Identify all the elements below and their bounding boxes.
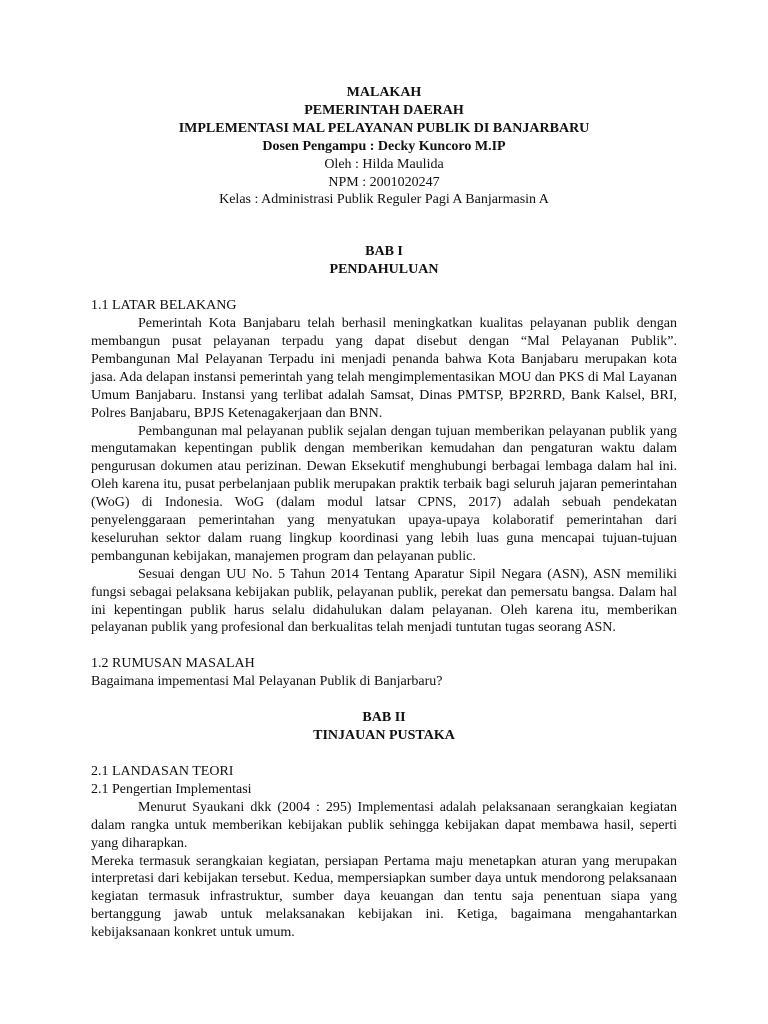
chapter-2-name: TINJAUAN PUSTAKA — [313, 728, 455, 744]
section-1-2-title: 1.2 RUMUSAN MASALAH — [91, 656, 255, 672]
subsection-2-1-title: 2.1 Pengertian Implementasi — [91, 781, 252, 797]
document-type: MALAKAH — [346, 85, 422, 100]
chapter-2-heading — [91, 709, 677, 745]
section-2-1-title: 2.1 LANDASAN TEORI — [91, 764, 234, 779]
document-title: IMPLEMENTASI MAL PELAYANAN PUBLIK DI BANJARBARU — [178, 120, 590, 136]
chapter-1-name: PENDAHULUAN — [329, 262, 439, 278]
section-1-1-title: 1.1 LATAR BELAKANG — [91, 298, 237, 314]
class-line: Kelas : Administrasi Publik Reguler Pagi A Banjarmasin A — [219, 192, 549, 208]
chapter-1-number: BAB I — [365, 244, 403, 260]
author-line: Oleh : Hilda Maulida — [324, 156, 444, 172]
paragraph-1-1-b: Pembangunan mal pelayanan publik sejalan dengan tujuan memberikan pelayanan publik yang mengutamakan kepentingan publik dengan memberikan kemudahan dan pengaturan waktu dalam pengurusan dokumen atau perizinan. Dewan Eksekutif menghubungi berbagai lembaga dalam hal ini. Oleh karena itu, pusat perbelanjaan publik merupakan praktik terbaik bagi seluruh jajaran pemerintahan (WoG) di Indonesia. WoG (dalam modul latsar CPNS, 2017) adalah sebuah pendekatan penyelenggaraan pemerintahan yang menyatukan upaya-upaya kolaboratif pemerintahan dari keseluruhan sektor dalam ruang lingkup koordinasi yang lebih luas guna mencapai tujuan-tujuan pembangunan kebijakan, manajemen program dan pelayanan public. — [91, 423, 677, 564]
chapter-1-heading — [91, 243, 677, 279]
paragraph-1-1-c: Sesuai dengan UU No. 5 Tahun 2014 Tentang Aparatur Sipil Negara (ASN), ASN memiliki fungsi sebagai pelaksana kebijakan publik, pelayanan publik, perekat dan pemersatu bangsa. Dalam hal ini kepentingan publik harus selalu didahulukan dalam pelayanan. Oleh karena itu, memberikan pelayanan publik yang profesional dan berkualitas telah menjadi tuntutan tugas seorang ASN. — [91, 566, 677, 636]
paragraph-2-1-a: Menurut Syaukani dkk (2004 : 295) Implementasi adalah pelaksanaan serangkaian kegiatan dalam rangka untuk memberikan kebijakan publik sehingga kebijakan dapat membawa hasil, seperti yang diharapkan. — [91, 799, 677, 851]
chapter-2-number: BAB II — [362, 710, 406, 726]
paragraph-2-1-b: Mereka termasuk serangkaian kegiatan, persiapan Pertama maju menetapkan aturan yang merupakan interpretasi dari kebijakan tersebut. Kedua, mempersiapkan sumber daya untuk mendorong pelaksanaan kegiatan termasuk infrastruktur, sumber daya keuangan dan tentu saja penentuan siapa yang bertanggung jawab untuk melaksanakan kebijakan ini. Ketiga, bagaimana mengahantarkan kebijaksanaan konkret untuk umum. — [91, 853, 677, 941]
cover-block — [91, 84, 677, 209]
research-question: Bagaimana impementasi Mal Pelayanan Publik di Banjarbaru? — [91, 674, 443, 690]
course-subject: PEMERINTAH DAERAH — [304, 102, 464, 118]
lecturer-line: Dosen Pengampu : Decky Kuncoro M.IP — [262, 138, 506, 154]
paragraph-1-1-a: Pemerintah Kota Banjabaru telah berhasil meningkatkan kualitas pelayanan publik dengan membangun pusat pelayanan terpadu yang dapat disebut dengan “Mal Pelayanan Publik”. Pembangunan Mal Pelayanan Terpadu ini menjadi penanda bahwa Kota Banjabaru merupakan kota jasa. Ada delapan instansi pemerintah yang telah mengimplementasikan MOU dan PKS di Mal Layanan Umum Banjabaru. Instansi yang terlibat adalah Samsat, Dinas PMTSP, BP2RRD, Bank Kalsel, BRI, Polres Banjabaru, BPJS Ketenagakerjaan dan BNN. — [91, 316, 677, 421]
npm-line: NPM : 2001020247 — [328, 174, 440, 190]
